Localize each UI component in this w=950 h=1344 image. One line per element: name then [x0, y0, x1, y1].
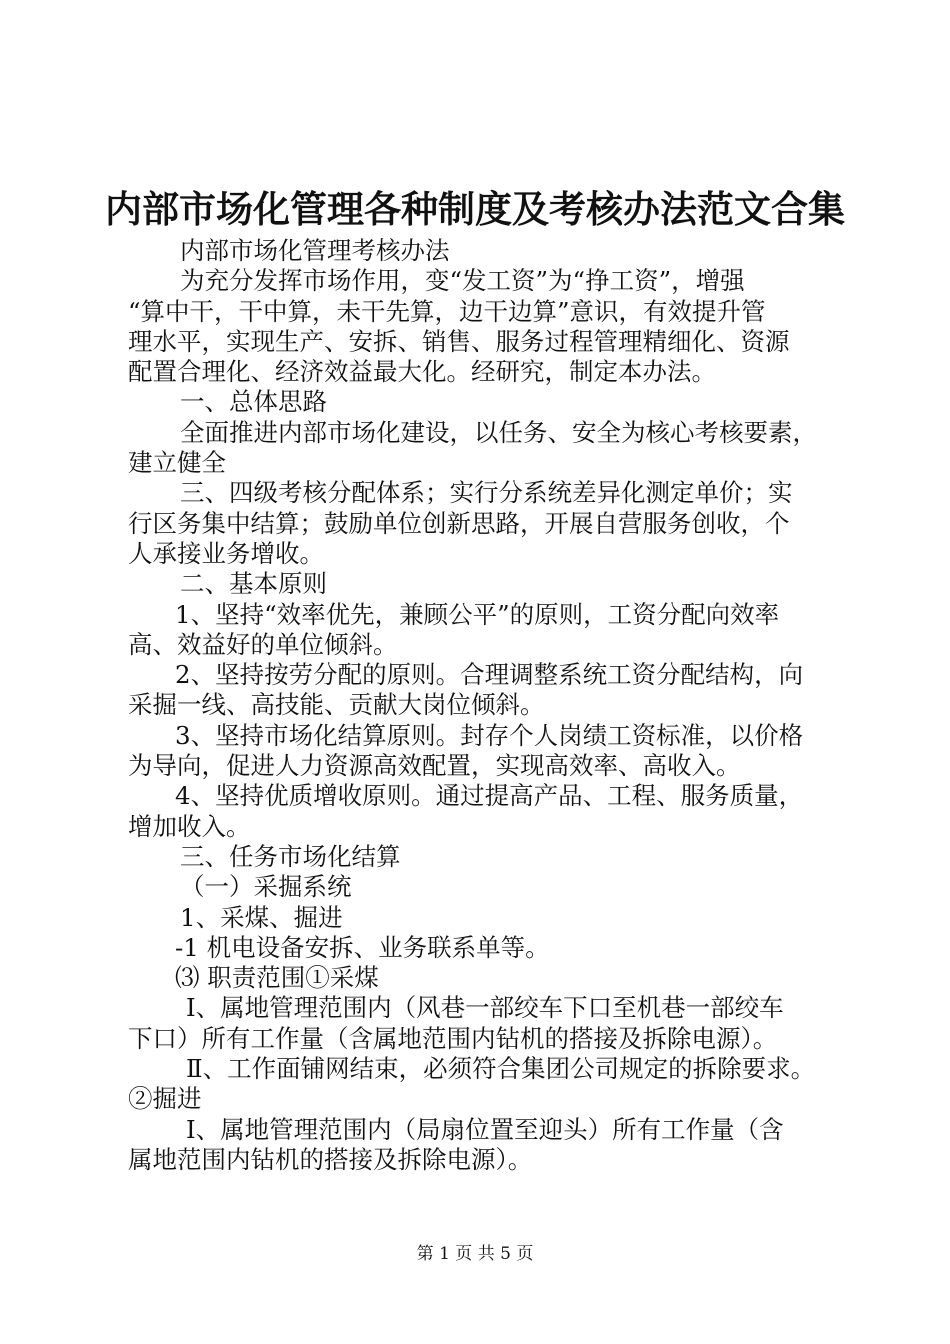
section-heading: 二、基本原则 — [180, 569, 327, 599]
paragraph-line: 行区务集中结算；鼓励单位创新思路，开展自营服务创收，个 — [128, 508, 790, 538]
section-heading: 一、总体思路 — [180, 387, 327, 417]
document-body — [128, 236, 853, 1175]
paragraph-line: 建立健全 — [128, 448, 226, 478]
paragraph-line: 全面推进内部市场化建设，以任务、安全为核心考核要素， — [180, 417, 817, 447]
paragraph-line: 为充分发挥市场作用，变“发工资”为“挣工资”，增强 — [180, 266, 745, 296]
section-heading: 三、任务市场化结算 — [180, 841, 401, 871]
document-title: 内部市场化管理各种制度及考核办法范文合集 — [105, 187, 845, 231]
paragraph-line: -1 机电设备安拆、业务联系单等。 — [175, 932, 550, 962]
subtitle-line: 内部市场化管理考核办法 — [180, 236, 450, 265]
paragraph-line: 三、四级考核分配体系；实行分系统差异化测定单价；实 — [180, 478, 793, 508]
list-item: 2、坚持按劳分配的原则。合理调整系统工资分配结构，向 — [175, 660, 804, 690]
list-item: ⑶ 职责范围①采煤 — [175, 963, 379, 993]
list-item: 3、坚持市场化结算原则。封存个人岗绩工资标准，以价格 — [175, 720, 804, 750]
list-item: Ⅱ、工作面铺网结束，必须符合集团公司规定的拆除要求。 — [186, 1054, 816, 1084]
paragraph-line: 为导向，促进人力资源高效配置，实现高效率、高收入。 — [128, 751, 741, 781]
subsection-heading: （一）采掘系统 — [180, 872, 352, 902]
paragraph-line: 采掘一线、高技能、贡献大岗位倾斜。 — [128, 690, 545, 720]
paragraph-line: “算中干，干中算，未干先算，边干边算”意识，有效提升管 — [128, 296, 766, 326]
list-item: ②掘进 — [128, 1084, 202, 1114]
list-item: Ⅰ、属地管理范围内（局扇位置至迎头）所有工作量（含 — [186, 1114, 784, 1144]
list-item: Ⅰ、属地管理范围内（风巷一部绞车下口至机巷一部绞车 — [186, 993, 784, 1023]
list-item: 4、坚持优质增收原则。通过提高产品、工程、服务质量， — [175, 781, 804, 811]
list-item: 1、采煤、掘进 — [180, 902, 343, 932]
paragraph-line: 高、效益好的单位倾斜。 — [128, 629, 398, 659]
paragraph-line: 属地范围内钻机的搭接及拆除电源）。 — [128, 1144, 533, 1174]
paragraph-line: 理水平，实现生产、安拆、销售、服务过程管理精细化、资源 — [128, 326, 790, 356]
paragraph-line: 配置合理化、经济效益最大化。经研究，制定本办法。 — [128, 357, 716, 387]
paragraph-line: 增加收入。 — [128, 811, 251, 841]
paragraph-line: 人承接业务增收。 — [128, 538, 324, 568]
list-item: 1、坚持“效率优先，兼顾公平”的原则，工资分配向效率 — [175, 599, 780, 629]
paragraph-line: 下口）所有工作量（含属地范围内钻机的搭接及拆除电源）。 — [128, 1023, 778, 1053]
page-number: 第 1 页 共 5 页 — [416, 1244, 534, 1264]
